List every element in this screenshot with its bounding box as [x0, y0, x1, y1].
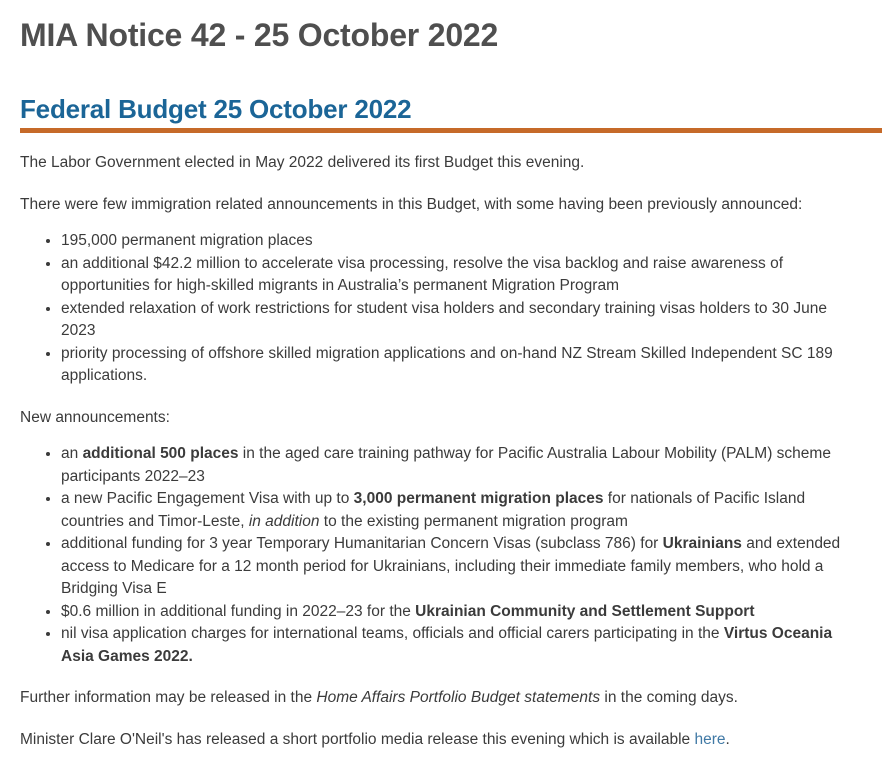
section-heading: Federal Budget 25 October 2022 [20, 94, 412, 124]
list-item [61, 533, 862, 601]
list-item [61, 298, 862, 343]
text-segment: Minister Clare O'Neil's has released a short portfolio media release this evening which is available [20, 730, 695, 748]
text-segment: an [61, 445, 83, 462]
text-segment: Home Affairs Portfolio Budget statements [316, 689, 601, 706]
media-release-link[interactable]: here [694, 730, 726, 748]
text-segment: for nationals of Pacific Island countries and Timor-Leste, [61, 490, 806, 530]
text-segment: $0.6 million in additional funding in 2022–23 for the [61, 602, 416, 620]
media-release-paragraph [20, 729, 862, 752]
intro-paragraph: The Labor Government elected in May 2022 delivered its first Budget this evening. [20, 154, 585, 171]
text-segment: in the coming days. [600, 689, 738, 706]
text-segment: in addition [248, 512, 320, 530]
text-segment: priority processing of offshore skilled migration applications and on-hand NZ Stream Skilled Independent SC 189 applications. [61, 344, 833, 384]
further-info-paragraph [20, 687, 862, 710]
text-segment: in the aged care training pathway for Pacific Australia Labour Mobility (PALM) scheme participants 2022–23 [61, 445, 831, 485]
previously-announced-list [20, 230, 862, 388]
text-segment: Virtus Oceania Asia Games 2022. [61, 625, 833, 665]
section-divider [20, 128, 882, 133]
text-segment: additional funding for 3 year Temporary Humanitarian Concern Visas (subclass 786) for [61, 535, 663, 552]
text-segment: extended relaxation of work restrictions for student visa holders and secondary training visas holders to 30 June 2023 [61, 299, 827, 339]
few-announcements-paragraph: There were few immigration related announcements in this Budget, with some having been previously announced: [20, 195, 803, 213]
text-segment: and extended access to Medicare for a 12 month period for Ukrainians, including their immediate family members, who hold a Bridging Visa E [61, 535, 841, 597]
list-item [61, 488, 862, 533]
list-item [61, 623, 862, 668]
text-segment: Further information may be released in the [20, 689, 317, 706]
text-segment: 195,000 permanent migration places [61, 232, 313, 249]
new-announcements-list [20, 443, 862, 668]
text-segment: a new Pacific Engagement Visa with up to [61, 490, 354, 507]
text-segment: Ukrainian Community and Settlement Support [415, 602, 755, 620]
list-item [61, 443, 862, 488]
text-segment: 3,000 permanent migration places [353, 490, 604, 507]
text-segment: Ukrainians [662, 535, 742, 552]
text-segment: nil visa application charges for international teams, officials and official carers participating in the [61, 625, 724, 642]
page-title: MIA Notice 42 - 25 October 2022 [20, 17, 499, 53]
text-segment: additional 500 places [82, 445, 239, 462]
list-item [61, 601, 862, 624]
text-segment: . [725, 730, 730, 748]
new-announcements-label: New announcements: [20, 408, 170, 426]
list-item [61, 343, 862, 388]
list-item [61, 230, 862, 253]
text-segment: an additional $42.2 million to accelerate visa processing, resolve the visa backlog and raise awareness of opportunities for high-skilled migrants in Australia’s permanent Migration Program [61, 254, 784, 294]
text-segment: to the existing permanent migration program [319, 512, 628, 530]
list-item [61, 253, 862, 298]
